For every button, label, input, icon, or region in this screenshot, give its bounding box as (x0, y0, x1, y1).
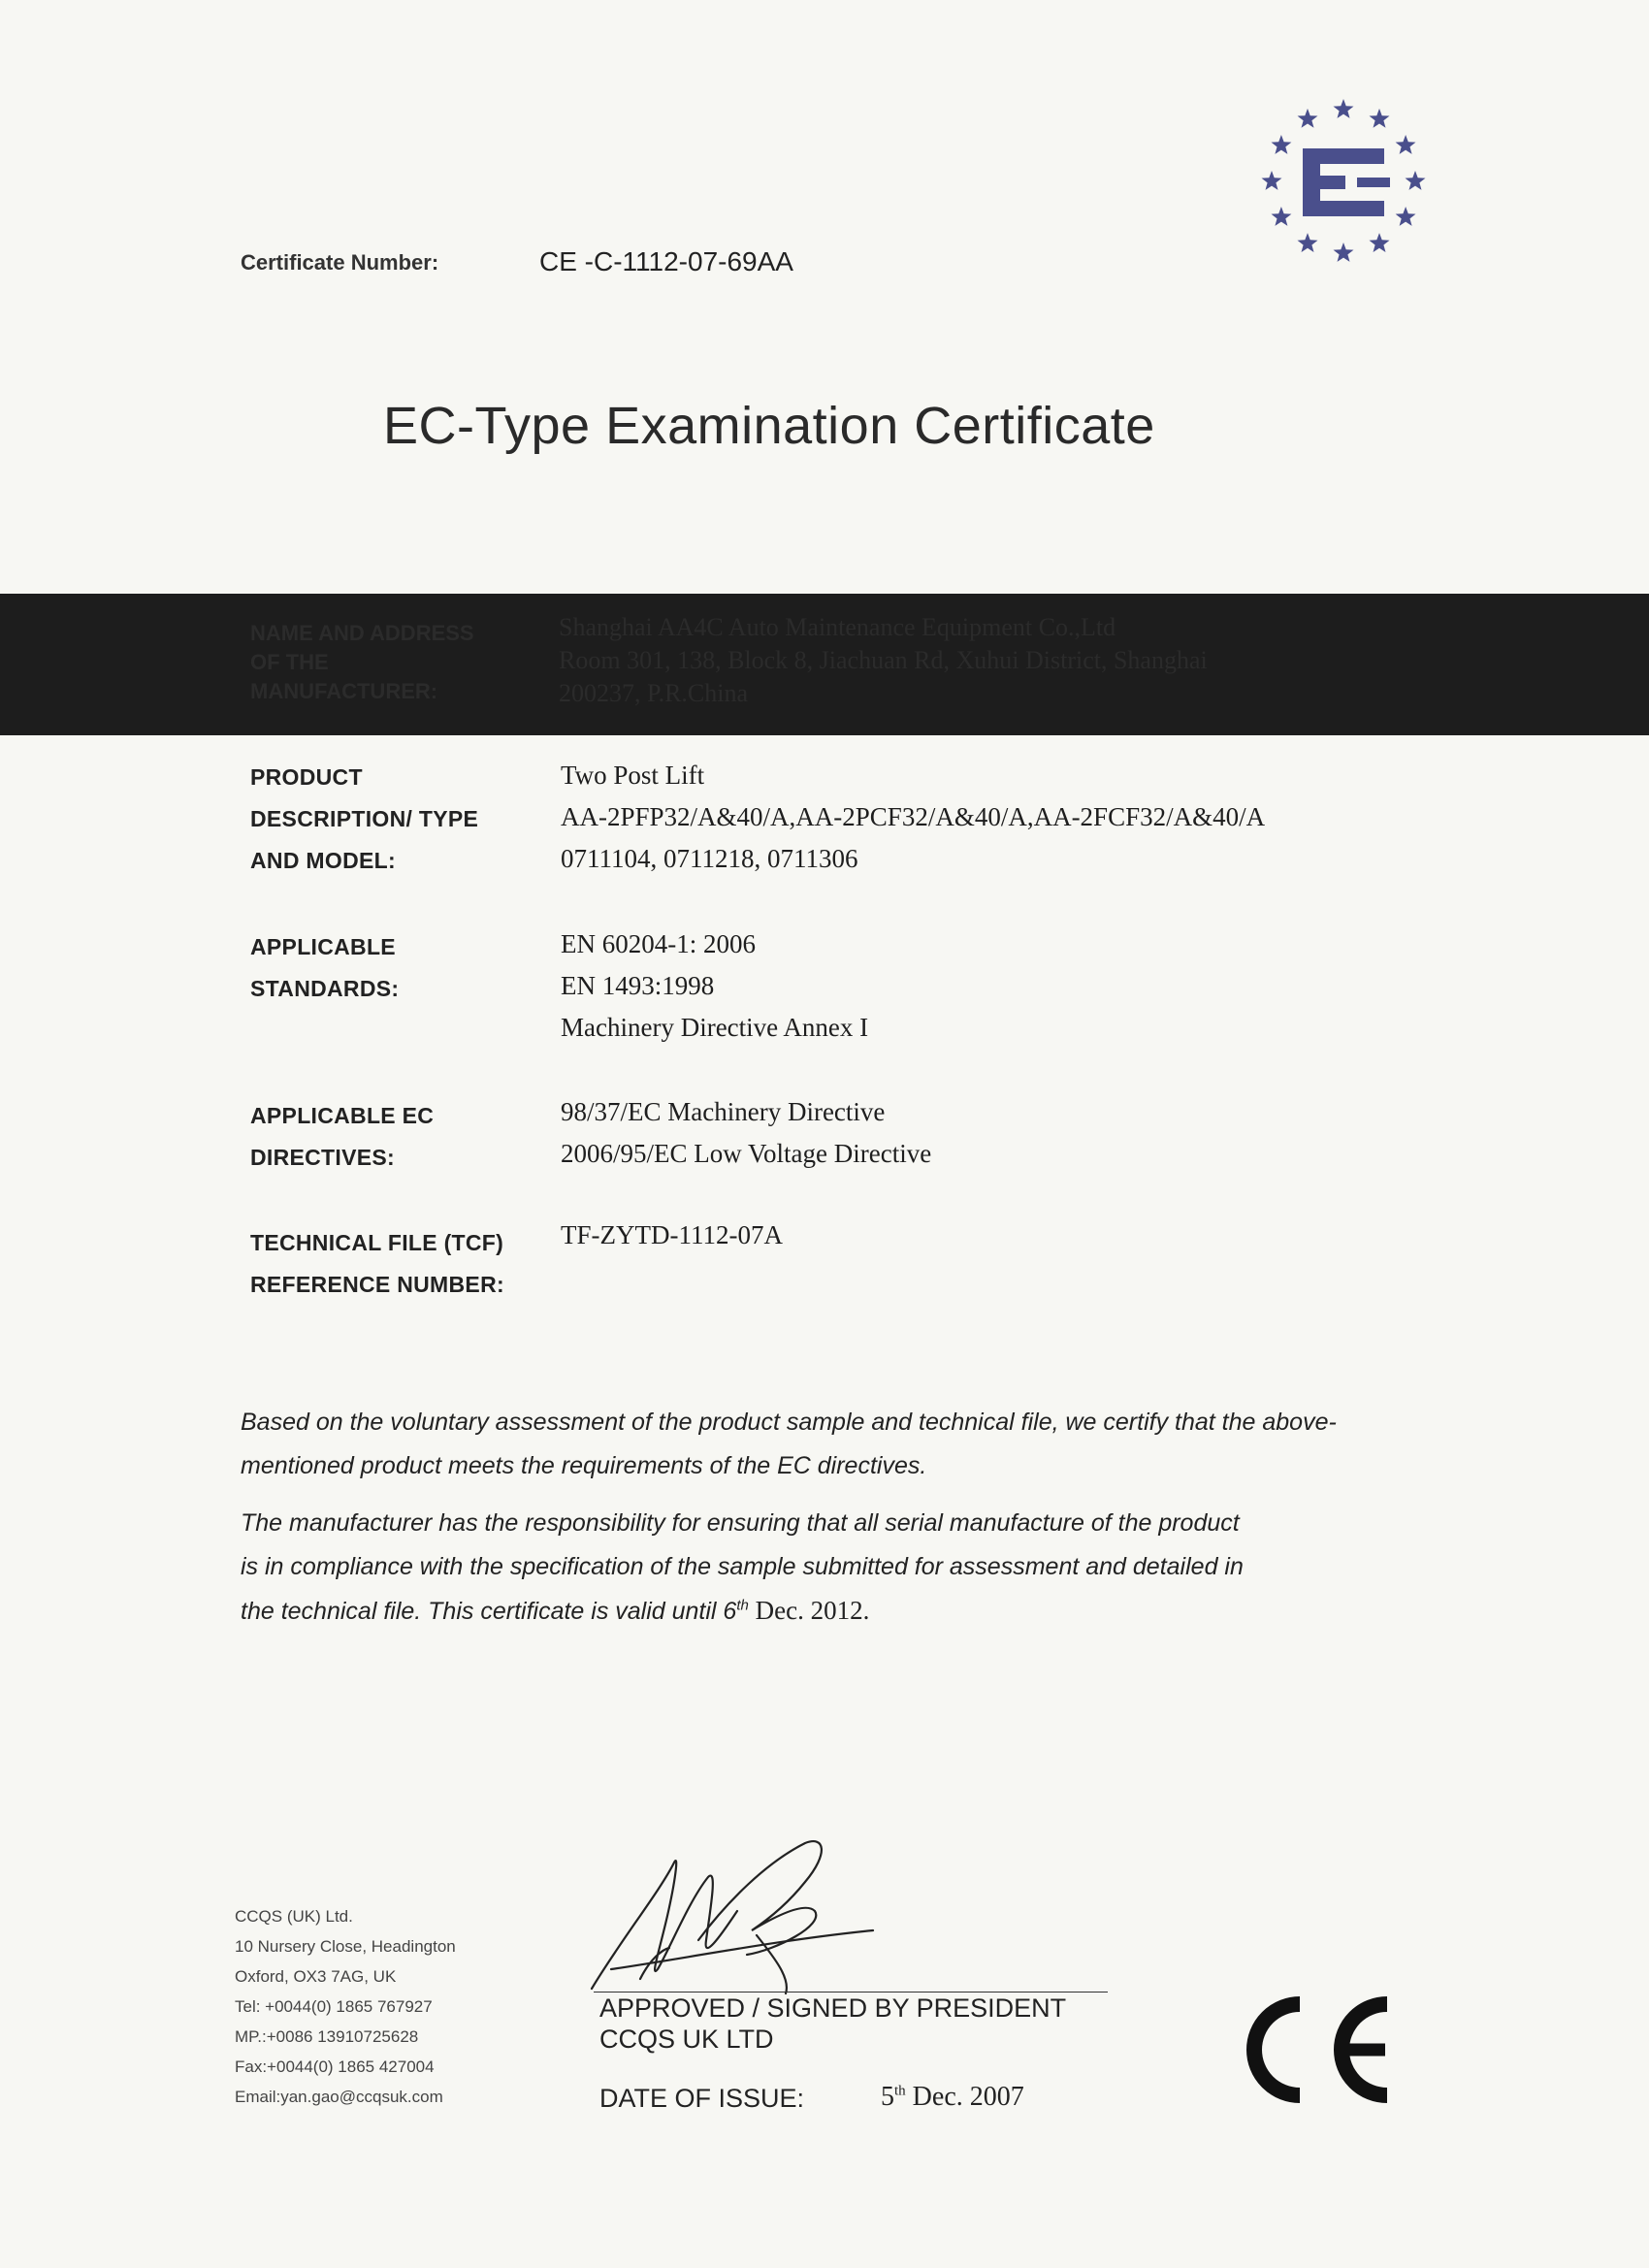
ccqs-star-logo-icon (1256, 92, 1431, 267)
logo-star-icon (1370, 109, 1390, 128)
certificate-number: CE -C-1112-07-69AA (539, 246, 793, 276)
issue-date-label: DATE OF ISSUE: (599, 2084, 805, 2113)
technical-file-value: TF-ZYTD-1112-07A (561, 1220, 783, 1249)
directives-label: APPLICABLE EC DIRECTIVES: (250, 1103, 435, 1170)
technical-file-label: TECHNICAL FILE (TCF) REFERENCE NUMBER: (250, 1230, 504, 1297)
logo-star-icon (1396, 207, 1416, 226)
issue-date: 5th Dec. 2007 (881, 2082, 1024, 2112)
manufacturer-redaction-band (0, 594, 1649, 735)
standards-value: EN 60204-1: 2006 EN 1493:1998 Machinery Directive Annex I (561, 929, 869, 1042)
logo-star-icon (1262, 171, 1282, 190)
product-label: PRODUCT DESCRIPTION/ TYPE AND MODEL: (250, 764, 479, 873)
standards-label: APPLICABLE STANDARDS: (250, 934, 400, 1001)
logo-star-icon (1272, 207, 1292, 226)
certificate-number-label: Certificate Number: (241, 250, 439, 275)
manufacturer-label: NAME AND ADDRESS OF THE MANUFACTURER: (250, 621, 474, 703)
validity-line: the technical file. This certificate is valid until 6th Dec. 2012. (241, 1596, 870, 1625)
responsibility-statement: The manufacturer has the responsibility for ensuring that all serial manufacture of the product is in compliance with the specification of the sample submitted for assessment and detailed in the technical file. This certificate is valid until 6th Dec. 2012. (241, 1502, 1366, 1634)
ce-mark-icon (1240, 1996, 1405, 2103)
product-value: Two Post Lift AA-2PFP32/A&40/A,AA-2PCF32/A&40/A,AA-2FCF32/A&40/A 0711104, 0711218, 0711306 (561, 761, 1266, 873)
certification-statement: Based on the voluntary assessment of the product sample and technical file, we certify that the above-mentioned product meets the requirements of the EC directives. (241, 1409, 1337, 1479)
signature-image (582, 1824, 902, 1998)
logo-star-icon (1334, 243, 1354, 262)
logo-star-icon (1334, 99, 1354, 118)
approved-by: APPROVED / SIGNED BY PRESIDENT CCQS UK LTD (599, 1993, 1067, 2054)
logo-star-icon (1298, 109, 1318, 128)
logo-star-icon (1298, 233, 1318, 252)
logo-star-icon (1406, 171, 1426, 190)
issuer-address: CCQS (UK) Ltd. 10 Nursery Close, Headington Oxford, OX3 7AG, UK Tel: +0044(0) 1865 767927 MP.:+0086 13910725628 Fax:+0044(0) 1865 427004 Email:yan.gao@ccqsuk.com (235, 1907, 456, 2106)
manufacturer-address: Shanghai AA4C Auto Maintenance Equipment Co.,Ltd Room 301, 138, Block 8, Jiachuan Rd, Xuhui District, Shanghai 200237, P.R.China (559, 613, 1208, 707)
logo-star-icon (1272, 135, 1292, 154)
directives-value: 98/37/EC Machinery Directive 2006/95/EC Low Voltage Directive (561, 1097, 932, 1168)
page-title: EC-Type Examination Certificate (383, 397, 1155, 455)
logo-star-icon (1396, 135, 1416, 154)
logo-star-icon (1370, 233, 1390, 252)
